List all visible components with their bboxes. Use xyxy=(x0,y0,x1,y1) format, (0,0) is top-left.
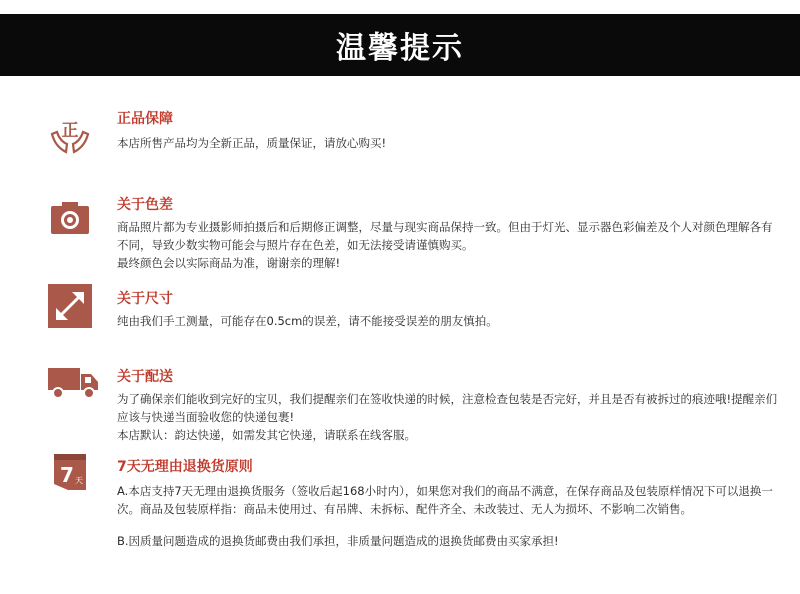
section-body xyxy=(117,312,783,330)
delivery-truck-icon xyxy=(48,360,100,404)
section-heading: 关于色差 xyxy=(117,197,173,213)
section-heading: 关于尺寸 xyxy=(117,291,173,307)
body-line: A.本店支持7天无理由退换货服务（签收后起168小时内），如果您对我们的商品不满意，在保存商品及包装原样情况下可以退换一次。商品及包装原样指：商品未使用过、有吊牌、未拆标、配件齐全、未改装过、无人为损坏、不影响二次销售。 xyxy=(117,484,773,516)
camera-icon xyxy=(48,196,92,240)
body-line: 商品照片都为专业摄影师拍摄后和后期修正调整，尽量与现实商品保持一致。但由于灯光、显示器色彩偏差及个人对颜色理解各有不同，导致少数实物可能会与照片存在色差，如无法接受请谨慎购买。 xyxy=(117,220,773,252)
body-line: 本店所售产品均为全新正品，质量保证，请放心购买! xyxy=(117,136,387,150)
section-body xyxy=(117,134,783,152)
page-title: 温馨提示 xyxy=(336,31,464,66)
section-body xyxy=(117,218,783,272)
section-heading: 7天无理由退换货原则 xyxy=(117,459,253,475)
body-line: 最终颜色会以实际商品为准，谢谢亲的理解! xyxy=(117,256,341,270)
seven-day-calendar-icon xyxy=(48,450,92,494)
section-heading: 正品保障 xyxy=(117,111,173,127)
genuine-hands-icon xyxy=(48,112,92,156)
section-heading: 关于配送 xyxy=(117,369,173,385)
svg-text:天: 天 xyxy=(75,476,83,485)
body-line: B.因质量问题造成的退换货邮费由我们承担，非质量问题造成的退换货邮费由买家承担! xyxy=(117,534,559,548)
section-body xyxy=(117,390,783,444)
svg-text:正: 正 xyxy=(61,121,79,141)
resize-arrow-icon xyxy=(48,284,92,328)
body-line: 为了确保亲们能收到完好的宝贝，我们提醒亲们在签收快递的时候，注意检查包装是否完好，并且是否有被拆过的痕迹哦!提醒亲们应该与快递当面验收您的快递包裹! xyxy=(117,392,778,424)
body-line: 纯由我们手工测量，可能存在0.5cm的误差，请不能接受误差的朋友慎拍。 xyxy=(117,314,498,328)
section-body xyxy=(117,482,783,550)
header-bar xyxy=(0,14,800,76)
svg-text:7: 7 xyxy=(60,463,74,487)
body-line: 本店默认：韵达快递，如需发其它快递，请联系在线客服。 xyxy=(117,428,416,442)
